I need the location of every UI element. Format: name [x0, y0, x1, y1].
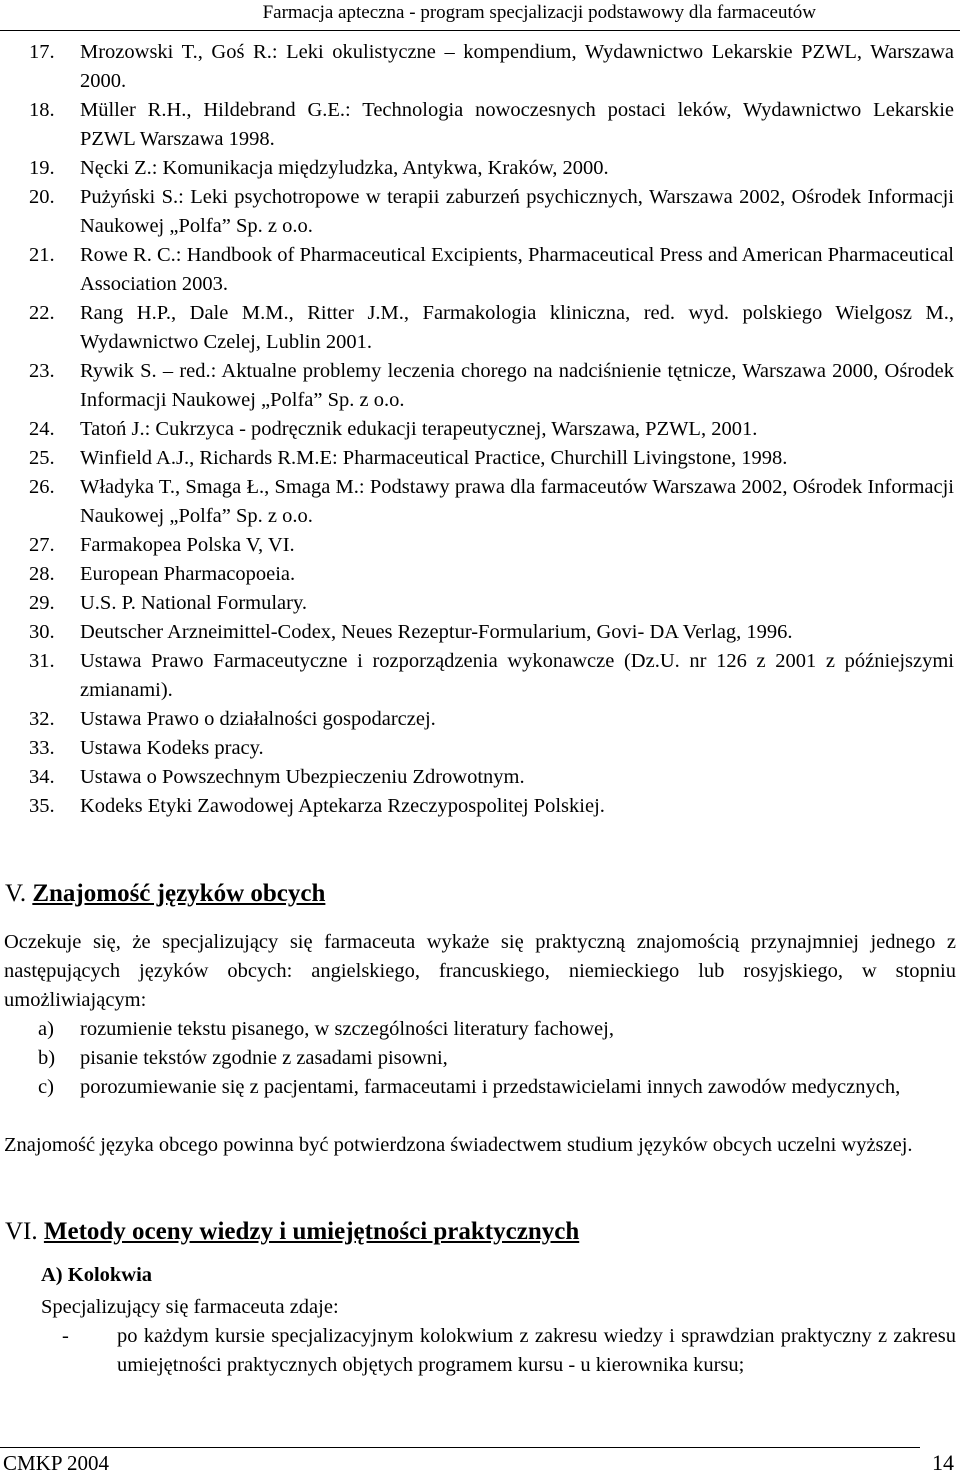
- reference-item: [0, 415, 960, 444]
- reference-list: [0, 38, 960, 821]
- reference-item: [0, 705, 960, 734]
- footer-label: CMKP 2004: [3, 1451, 109, 1475]
- language-skill-item: [0, 1073, 956, 1102]
- reference-item: [0, 792, 960, 821]
- language-skill-item-text: pisanie tekstów zgodnie z zasadami pisowni,: [80, 1047, 448, 1069]
- reference-item-marker: 28.: [29, 563, 55, 585]
- reference-item-marker: 35.: [29, 795, 55, 817]
- language-skill-item-marker: a): [38, 1018, 54, 1040]
- section-5-heading: [5, 880, 325, 908]
- reference-item-marker: 33.: [29, 737, 55, 759]
- language-skill-item-marker: b): [38, 1047, 56, 1069]
- reference-item-marker: 23.: [29, 360, 55, 382]
- reference-item-text: Ustawa o Powszechnym Ubezpieczeniu Zdrowotnym.: [80, 766, 525, 788]
- language-skill-item-text: porozumiewanie się z pacjentami, farmaceutami i przedstawicielami innych zawodów medycznych,: [80, 1076, 901, 1098]
- reference-item-text: Kodeks Etyki Zawodowej Aptekarza Rzeczypospolitej Polskiej.: [80, 795, 605, 817]
- page-number: 14: [932, 1450, 954, 1475]
- reference-item-marker: 24.: [29, 418, 55, 440]
- reference-item-text: Ustawa Prawo Farmaceutyczne i rozporządzenia wykonawcze (Dz.U. nr 126 z 2001 z późniejszymi zmianami).: [80, 650, 954, 701]
- language-skill-item: [0, 1015, 956, 1044]
- reference-item: [0, 183, 960, 241]
- section-6-heading: [5, 1218, 579, 1246]
- section-5-number: V.: [5, 880, 27, 907]
- running-header: Farmacja apteczna - program specjalizacji podstawowy dla farmaceutów: [262, 2, 816, 23]
- reference-item-marker: 30.: [29, 621, 55, 643]
- reference-item: [0, 357, 960, 415]
- reference-item-text: Władyka T., Smaga Ł., Smaga M.: Podstawy prawa dla farmaceutów Warszawa 2002, Ośrodek Informacji Naukowej „Polfa” Sp. z o.o.: [80, 476, 954, 527]
- header-rule: [0, 30, 960, 31]
- reference-item-marker: 22.: [29, 302, 55, 324]
- reference-item: [0, 618, 960, 647]
- reference-item-marker: 26.: [29, 476, 55, 498]
- reference-item-text: Rowe R. C.: Handbook of Pharmaceutical Excipients, Pharmaceutical Press and American Pharmaceutical Association 2003.: [80, 244, 954, 295]
- reference-item-marker: 29.: [29, 592, 55, 614]
- exam-list: [0, 1322, 956, 1380]
- reference-item-text: Winfield A.J., Richards R.M.E: Pharmaceutical Practice, Churchill Livingstone, 1998.: [80, 447, 788, 469]
- reference-item-marker: 17.: [29, 41, 55, 63]
- reference-item-text: Müller R.H., Hildebrand G.E.: Technologia nowoczesnych postaci leków, Wydawnictwo Lekarskie PZWL Warszawa 1998.: [80, 99, 954, 150]
- language-skill-item: [0, 1044, 956, 1073]
- reference-item: [0, 560, 960, 589]
- reference-item-marker: 31.: [29, 650, 55, 672]
- reference-item: [0, 647, 960, 705]
- reference-item: [0, 444, 960, 473]
- reference-item: [0, 473, 960, 531]
- reference-item: [0, 763, 960, 792]
- exam-item-marker: -: [62, 1325, 69, 1347]
- language-skills-list: [0, 1015, 956, 1102]
- reference-item-marker: 27.: [29, 534, 55, 556]
- section-5-closing: Znajomość języka obcego powinna być potwierdzona świadectwem studium języków obcych uczelni wyższej.: [4, 1134, 913, 1156]
- section-5-title: Znajomość języków obcych: [32, 880, 326, 907]
- reference-item-text: Ustawa Kodeks pracy.: [80, 737, 264, 759]
- reference-item-marker: 19.: [29, 157, 55, 179]
- reference-item-text: Rang H.P., Dale M.M., Ritter J.M., Farmakologia kliniczna, red. wyd. polskiego Wielgosz M., Wydawnictwo Czelej, Lublin 2001.: [80, 302, 954, 353]
- section-6-number: VI.: [5, 1218, 38, 1245]
- reference-item-text: Ustawa Prawo o działalności gospodarczej.: [80, 708, 436, 730]
- exam-item-text: po każdym kursie specjalizacyjnym kolokwium z zakresu wiedzy i sprawdzian praktyczny z zakresu umiejętności praktycznych objętych programem kursu - u kierownika kursu;: [117, 1325, 956, 1376]
- reference-item-text: Nęcki Z.: Komunikacja międzyludzka, Antykwa, Kraków, 2000.: [80, 157, 609, 179]
- reference-item-text: Deutscher Arzneimittel-Codex, Neues Rezeptur-Formularium, Govi- DA Verlag, 1996.: [80, 621, 793, 643]
- reference-item: [0, 154, 960, 183]
- reference-item-text: Rywik S. – red.: Aktualne problemy leczenia chorego na nadciśnienie tętnicze, Warszawa 2000, Ośrodek Informacji Naukowej „Polfa” Sp. z o.o.: [80, 360, 954, 411]
- reference-item-marker: 25.: [29, 447, 55, 469]
- reference-item-marker: 21.: [29, 244, 55, 266]
- reference-item-marker: 20.: [29, 186, 55, 208]
- reference-item-marker: 34.: [29, 766, 55, 788]
- section-6-intro: Specjalizujący się farmaceuta zdaje:: [41, 1296, 339, 1318]
- reference-item-text: Farmakopea Polska V, VI.: [80, 534, 295, 556]
- section-5-intro: Oczekuje się, że specjalizujący się farmaceuta wykaże się praktyczną znajomością przynajmniej jednego z następujących języków obcych: angielskiego, francuskiego, niemieckiego lub rosyjskiego, w stopniu umożliwiającym:: [4, 931, 956, 1011]
- reference-item: [0, 299, 960, 357]
- language-skill-item-text: rozumienie tekstu pisanego, w szczególności literatury fachowej,: [80, 1018, 614, 1040]
- footer-rule: [0, 1447, 920, 1448]
- reference-item: [0, 96, 960, 154]
- language-skill-item-marker: c): [38, 1076, 54, 1098]
- subheading-kolokwia: A) Kolokwia: [41, 1264, 153, 1286]
- reference-item: [0, 589, 960, 618]
- reference-item-text: Mrozowski T., Goś R.: Leki okulistyczne – kompendium, Wydawnictwo Lekarskie PZWL, Warszawa 2000.: [80, 41, 954, 92]
- reference-item-marker: 18.: [29, 99, 55, 121]
- reference-item-text: European Pharmacopoeia.: [80, 563, 296, 585]
- reference-item: [0, 38, 960, 96]
- reference-item-text: U.S. P. National Formulary.: [80, 592, 308, 614]
- section-6-title: Metody oceny wiedzy i umiejętności praktycznych: [43, 1218, 580, 1245]
- reference-item: [0, 734, 960, 763]
- exam-item: [0, 1322, 956, 1380]
- reference-item-text: Tatoń J.: Cukrzyca - podręcznik edukacji terapeutycznej, Warszawa, PZWL, 2001.: [80, 418, 758, 440]
- reference-item: [0, 531, 960, 560]
- reference-item-marker: 32.: [29, 708, 55, 730]
- reference-item-text: Pużyński S.: Leki psychotropowe w terapii zaburzeń psychicznych, Warszawa 2002, Ośrodek Informacji Naukowej „Polfa” Sp. z o.o.: [80, 186, 954, 237]
- reference-item: [0, 241, 960, 299]
